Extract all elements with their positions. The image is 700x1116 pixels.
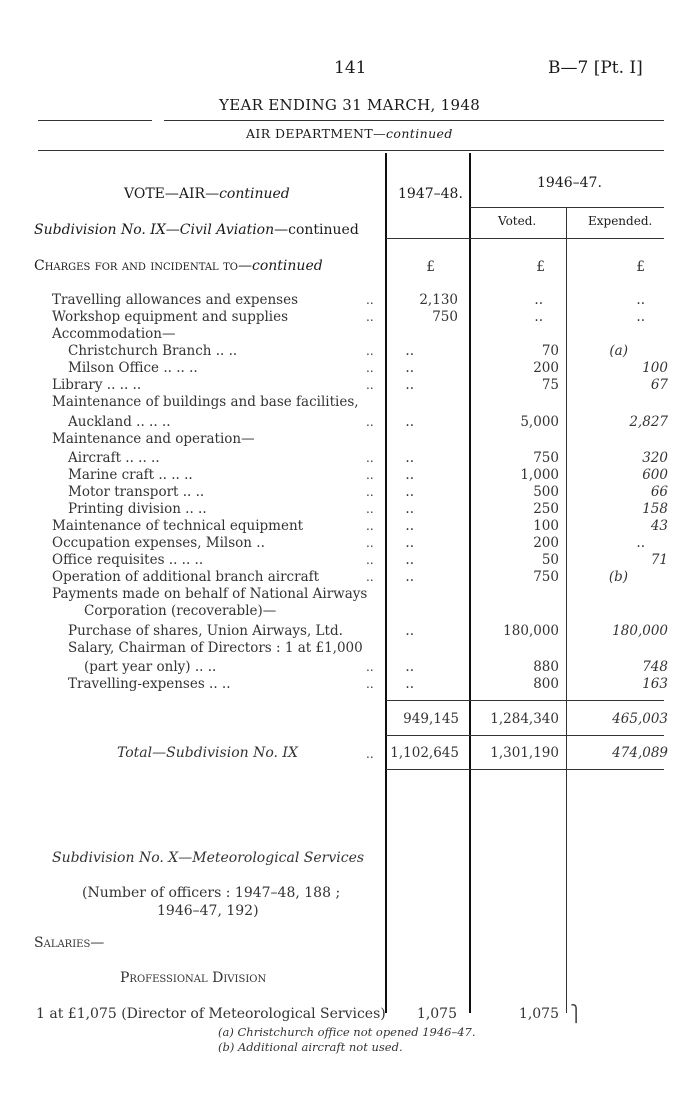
row-dots: .. [366, 677, 374, 691]
row-1947-48: .. [405, 623, 414, 639]
total-dots: .. [366, 747, 374, 761]
vote-title: VOTE—AIR [124, 186, 206, 202]
charges-heading [34, 258, 323, 274]
row-dots: .. [366, 310, 374, 324]
currency-col1: £ [426, 259, 435, 275]
row-1947-48: .. [405, 676, 414, 692]
subdivision-heading [34, 222, 359, 238]
row-expended: 163 [642, 676, 668, 692]
row-label: (part year only) .. .. [84, 659, 217, 675]
row-label: Auckland .. .. .. [68, 414, 171, 430]
row-label: Travelling-expenses .. .. [68, 676, 231, 692]
total-label: Total—Subdivision No. IX [117, 745, 298, 761]
director-voted: 1,075 [518, 1006, 559, 1022]
group-header-rule [470, 207, 664, 208]
row-expended: .. [636, 309, 645, 325]
professional-division-heading: Professional Division [120, 970, 267, 986]
subdivision-x-title: Subdivision No. X—Meteorological Services [52, 850, 365, 866]
row-label: Maintenance of buildings and base facilities, [52, 394, 359, 410]
row-voted: 70 [541, 343, 559, 359]
row-voted: 5,000 [520, 414, 559, 430]
row-1947-48: .. [405, 467, 414, 483]
row-expended: 43 [650, 518, 668, 534]
row-1947-48: .. [405, 414, 414, 430]
total-bottom-rule [386, 769, 664, 770]
col-header-1946-47: 1946–47. [537, 175, 602, 191]
subdivision-label: Subdivision No. IX—Civil Aviation [34, 222, 275, 238]
total-rule [386, 735, 664, 736]
row-expended: 158 [642, 501, 668, 517]
row-label: Motor transport .. .. [68, 484, 205, 500]
row-expended: (a) [609, 343, 628, 359]
row-dots: .. [366, 502, 374, 516]
row-dots: .. [366, 485, 374, 499]
row-label: Maintenance and operation— [52, 431, 255, 447]
officers-line-1: (Number of officers : 1947–48, 188 ; [82, 885, 341, 901]
row-label: Christchurch Branch .. .. [68, 343, 238, 359]
subdivision-cont: —continued [274, 222, 359, 238]
row-label: Library .. .. .. [52, 377, 142, 393]
vote-cont: —continued [205, 186, 290, 202]
page-title: YEAR ENDING 31 MARCH, 1948 [219, 96, 481, 114]
row-expended: 748 [642, 659, 668, 675]
vote-heading [124, 186, 290, 202]
row-label: Purchase of shares, Union Airways, Ltd. [68, 623, 343, 639]
subtotal-1947-48: 949,145 [403, 711, 459, 727]
row-1947-48: .. [405, 501, 414, 517]
row-1947-48: .. [405, 450, 414, 466]
row-voted: 880 [533, 659, 559, 675]
row-label: Accommodation— [52, 326, 176, 342]
row-expended: 67 [650, 377, 668, 393]
charges-label: Charges for and incidental to [34, 258, 239, 274]
row-expended: (b) [608, 569, 628, 585]
officers-line-2: 1946–47, 192) [157, 903, 259, 919]
row-1947-48: .. [405, 484, 414, 500]
row-label: Marine craft .. .. .. [68, 467, 193, 483]
brace-icon: ⎫ [570, 1004, 582, 1023]
row-label: Office requisites .. .. .. [52, 552, 204, 568]
row-1947-48: .. [405, 535, 414, 551]
row-voted: 250 [533, 501, 559, 517]
row-dots: .. [366, 415, 374, 429]
row-voted: 1,000 [520, 467, 559, 483]
row-expended: 66 [650, 484, 668, 500]
total-voted: 1,301,190 [490, 745, 559, 761]
row-dots: .. [366, 468, 374, 482]
row-expended: 71 [650, 552, 668, 568]
col-header-voted: Voted. [498, 214, 537, 228]
row-1947-48: 2,130 [419, 292, 458, 308]
row-dots: .. [366, 361, 374, 375]
row-voted: .. [534, 309, 543, 325]
row-dots: .. [366, 344, 374, 358]
row-dots: .. [366, 536, 374, 550]
row-1947-48: .. [405, 659, 414, 675]
row-label: Workshop equipment and supplies [52, 309, 289, 325]
row-voted: 75 [541, 377, 559, 393]
row-dots: .. [366, 378, 374, 392]
footnote-b: (b) Additional aircraft not used. [218, 1040, 403, 1054]
subtotal-voted: 1,284,340 [490, 711, 559, 727]
row-expended: 100 [642, 360, 668, 376]
title-rule-left [38, 120, 152, 121]
currency-col3: £ [636, 259, 645, 275]
row-label: Maintenance of technical equipment [52, 518, 304, 534]
row-dots: .. [366, 570, 374, 584]
charges-cont: —continued [238, 258, 323, 274]
department-heading [246, 126, 453, 141]
row-1947-48: .. [405, 569, 414, 585]
row-voted: 180,000 [503, 623, 559, 639]
row-dots: .. [366, 660, 374, 674]
subtotal-rule [386, 700, 664, 701]
row-label: Travelling allowances and expenses [52, 292, 299, 308]
row-voted: 750 [533, 450, 559, 466]
total-expended: 474,089 [612, 745, 668, 761]
director-1947-48: 1,075 [416, 1006, 457, 1022]
row-voted: 200 [533, 360, 559, 376]
row-voted: 500 [533, 484, 559, 500]
subtotal-expended: 465,003 [612, 711, 668, 727]
row-1947-48: 750 [432, 309, 458, 325]
row-label: Salary, Chairman of Directors : 1 at £1,000 [68, 640, 363, 656]
row-expended: 2,827 [629, 414, 668, 430]
column-rule-3 [566, 207, 567, 1013]
row-label: Printing division .. .. [68, 501, 207, 517]
row-dots: .. [366, 293, 374, 307]
total-1947-48: 1,102,645 [390, 745, 459, 761]
row-dots: .. [366, 553, 374, 567]
row-1947-48: .. [405, 552, 414, 568]
department-cont: —continued [373, 126, 453, 141]
row-expended: 600 [642, 467, 668, 483]
page-reference: B—7 [Pt. I] [548, 58, 643, 78]
row-dots: .. [366, 451, 374, 465]
row-expended: 320 [642, 450, 668, 466]
title-rule-right [164, 120, 664, 121]
row-label: Aircraft .. .. .. [68, 450, 160, 466]
row-voted: .. [534, 292, 543, 308]
row-label: Milson Office .. .. .. [68, 360, 198, 376]
row-voted: 50 [541, 552, 559, 568]
row-1947-48: .. [405, 518, 414, 534]
col-header-expended: Expended. [588, 214, 653, 228]
row-expended: .. [636, 292, 645, 308]
row-voted: 200 [533, 535, 559, 551]
page-number: 141 [334, 58, 367, 78]
row-dots: .. [366, 519, 374, 533]
row-voted: 750 [533, 569, 559, 585]
row-label: Corporation (recoverable)— [84, 603, 277, 619]
row-1947-48: .. [405, 360, 414, 376]
salaries-heading: Salaries— [34, 935, 105, 951]
column-rule-2 [469, 153, 471, 1013]
director-row-label: 1 at £1,075 (Director of Meteorological Services) [36, 1006, 386, 1022]
row-label: Payments made on behalf of National Airways [52, 586, 368, 602]
row-expended: .. [636, 535, 645, 551]
row-1947-48: .. [405, 343, 414, 359]
row-expended: 180,000 [612, 623, 668, 639]
row-voted: 800 [533, 676, 559, 692]
row-voted: 100 [533, 518, 559, 534]
footnote-a: (a) Christchurch office not opened 1946–47. [218, 1025, 476, 1039]
department-name: AIR DEPARTMENT [246, 126, 374, 141]
currency-col2: £ [536, 259, 545, 275]
col-header-1947-48: 1947–48. [398, 186, 463, 202]
department-rule [38, 150, 664, 151]
row-label: Occupation expenses, Milson .. [52, 535, 265, 551]
column-header-rule [386, 238, 664, 239]
row-1947-48: .. [405, 377, 414, 393]
column-rule-1 [385, 153, 387, 1013]
row-label: Operation of additional branch aircraft [52, 569, 320, 585]
